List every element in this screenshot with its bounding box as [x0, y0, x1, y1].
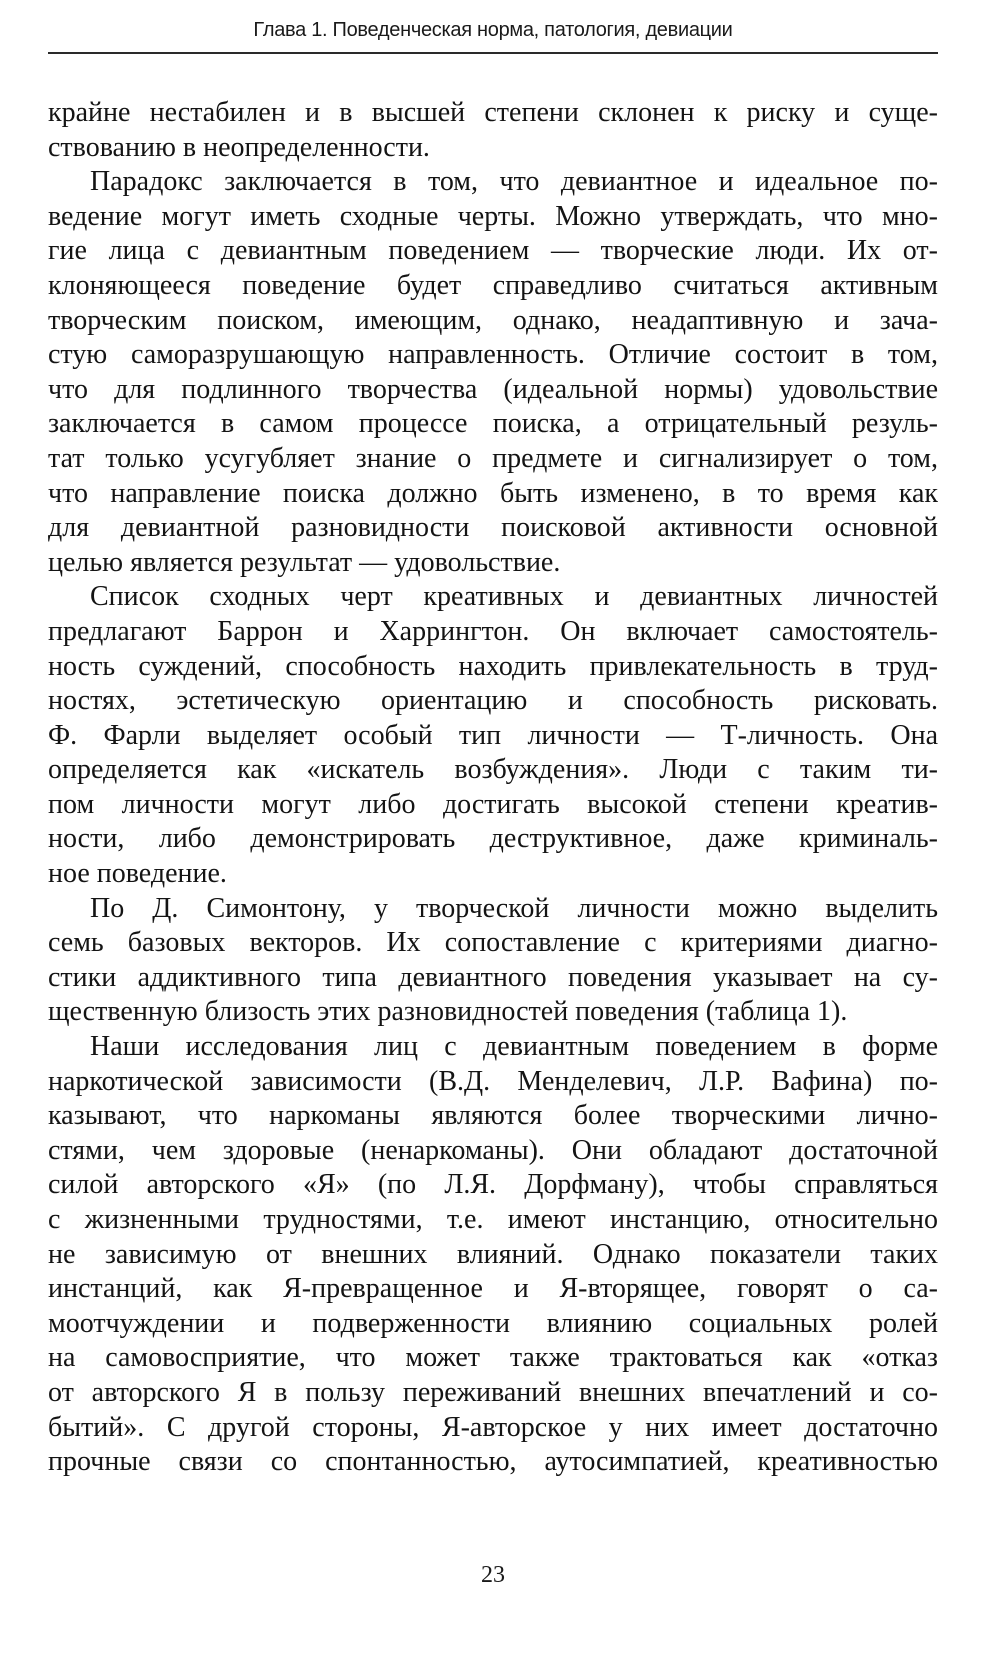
text-line: что направление поиска должно быть изменено, в то время как — [48, 477, 938, 509]
text-line: не зависимую от внешних влияний. Однако показатели таких — [48, 1238, 938, 1270]
body-text — [48, 96, 938, 1480]
text-line: на самовосприятие, что может также трактоваться как «отказ — [48, 1342, 938, 1374]
text-line: что для подлинного творчества (идеальной нормы) удовольствие — [48, 373, 938, 405]
text-line: силой авторского «Я» (по Л.Я. Дорфману), чтобы справляться — [48, 1169, 938, 1201]
text-line: ности, либо демонстрировать деструктивное, даже криминаль- — [48, 823, 938, 855]
text-line: моотчуждении и подверженности влиянию социальных ролей — [48, 1307, 938, 1339]
text-line: с жизненными трудностями, т.е. имеют инстанцию, относительно — [48, 1204, 938, 1235]
text-line: Список сходных черт креативных и девиантных личностей — [90, 581, 938, 613]
paragraph — [48, 892, 938, 1030]
text-line: Ф. Фарли выделяет особый тип личности — Т-личность. Она — [48, 719, 938, 751]
paragraph — [48, 165, 938, 580]
text-line: ность суждений, способность находить привлекательность в труд- — [48, 650, 938, 682]
text-line: Наши исследования лиц с девиантным поведением в форме — [90, 1031, 938, 1063]
text-line: творческим поиском, имеющим, однако, неадаптивную и зача- — [48, 304, 938, 336]
paragraph — [48, 580, 938, 891]
text-line: щественную близость этих разновидностей поведения (таблица 1). — [48, 996, 848, 1028]
text-line: прочные связи со спонтанностью, аутосимпатией, креативностью — [48, 1446, 938, 1478]
text-line: ное поведение. — [48, 858, 227, 890]
text-line: для девиантной разновидности поисковой активности основной — [48, 512, 938, 544]
text-line: семь базовых векторов. Их сопоставление с критериями диагно- — [48, 927, 938, 959]
text-line: пом личности могут либо достигать высокой степени креатив- — [48, 788, 938, 820]
text-line: стями, чем здоровые (ненаркоманы). Они обладают достаточной — [48, 1134, 938, 1166]
text-line: тат только усугубляет знание о предмете и сигнализирует о том, — [48, 442, 938, 474]
text-line: стики аддиктивного типа девиантного поведения указывает на су- — [48, 961, 938, 993]
text-line: ствованию в неопределенности. — [48, 131, 430, 163]
text-line: наркотической зависимости (В.Д. Менделевич, Л.Р. Вафина) по- — [48, 1065, 938, 1097]
page-number: 23 — [481, 1562, 505, 1588]
paragraph — [48, 96, 938, 165]
text-line: клоняющееся поведение будет справедливо считаться активным — [48, 269, 938, 301]
text-line: стую саморазрушающую направленность. Отличие состоит в том, — [48, 339, 938, 371]
text-line: Парадокс заключается в том, что девиантное и идеальное по- — [90, 166, 938, 198]
header-rule — [48, 52, 938, 54]
text-line: от авторского Я в пользу переживаний внешних впечатлений и со- — [48, 1376, 938, 1408]
text-line: ведение могут иметь сходные черты. Можно утверждать, что мно- — [48, 200, 938, 232]
text-line: ностях, эстетическую ориентацию и способность рисковать. — [48, 685, 938, 717]
text-line: казывают, что наркоманы являются более творческими лично- — [48, 1100, 938, 1132]
text-line: По Д. Симонтону, у творческой личности можно выделить — [90, 892, 938, 924]
running-head-title: Глава 1. Поведенческая норма, патология, девиации — [253, 19, 733, 41]
paragraph — [48, 1030, 938, 1480]
text-line: предлагают Баррон и Харрингтон. Он включает самостоятель- — [48, 615, 938, 647]
text-line: целью является результат — удовольствие. — [48, 546, 561, 578]
text-line: гие лица с девиантным поведением — творческие люди. Их от- — [48, 235, 938, 267]
text-line: определяется как «искатель возбуждения». Люди с таким ти- — [48, 754, 938, 786]
text-line: бытий». С другой стороны, Я-авторское у них имеет достаточно — [48, 1411, 938, 1443]
text-line: заключается в самом процессе поиска, а отрицательный резуль- — [48, 408, 938, 440]
text-line: инстанций, как Я-превращенное и Я-вторящее, говорят о са- — [48, 1273, 938, 1305]
text-line: крайне нестабилен и в высшей степени склонен к риску и суще- — [48, 97, 938, 128]
